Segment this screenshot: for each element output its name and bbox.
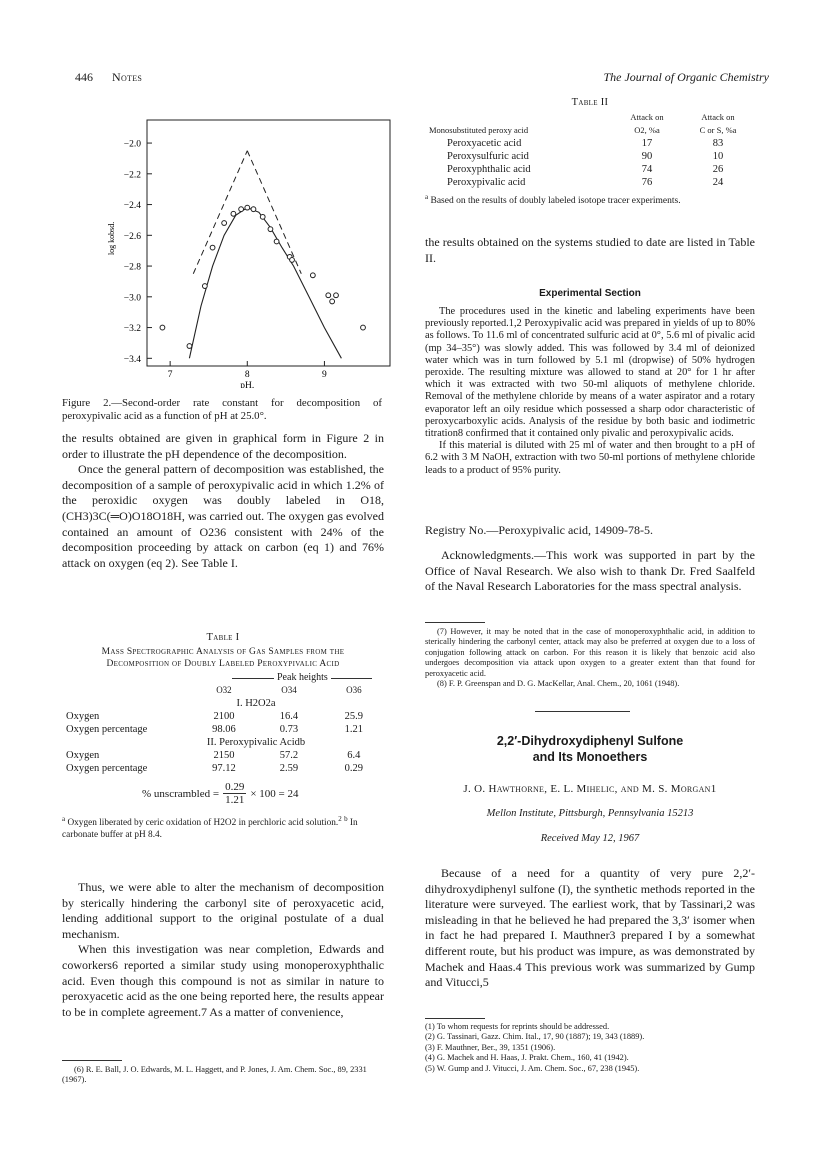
x-tick-label: 7 (167, 370, 173, 380)
y-tick-label: −2.0 (123, 139, 141, 150)
intro-paragraph: Because of a need for a quantity of very pure 2,2′-dihydroxydiphenyl sulfone (I), the synthetic methods reported in the literature were surveyed. The earliest work, that by Tassinari,2 was misleading in that he believed he had prepared the 3,3′ isomer when in fact he had prepared I. Mauthner3 prepared I by a somewhat different route, but his product was impure, as was demonstrated by Machek and Haas.4 This previous work was summarized by Gump and Vitucci,5 (425, 866, 755, 990)
data-point (245, 205, 250, 210)
y-tick-label: −3.0 (123, 293, 141, 304)
data-point (274, 239, 279, 244)
table-1-subtitle-2: Decomposition of Doubly Labeled Peroxypivalic Acid (106, 659, 340, 669)
data-point (239, 207, 244, 212)
table-row: Peroxypivalic acid 76 24 (447, 177, 724, 188)
page-number: 446 (75, 70, 93, 84)
data-point (268, 227, 273, 232)
left-para-4: When this investigation was near completion, Edwards and coworkers6 reported a similar study using monoperoxyphthalic acid. Even though this compound is not as similar in nature to peroxyacetic acid as the one being reported here, the results appear to be in complete agreement.7 As a matter of convenience, (62, 942, 384, 1019)
data-point (210, 245, 215, 250)
table-row: Peroxysulfuric acid 90 10 (447, 151, 724, 162)
col-o32: O32 (216, 685, 232, 695)
peak-heights-label: Peak heights (274, 672, 331, 684)
x-tick-label: 9 (322, 370, 327, 380)
unscrambled-formula: % unscrambled = $\frac{0.29}{1.21}$ × 100 = 24 (142, 781, 299, 806)
left-para-1: the results obtained are given in graphical form in Figure 2 in order to illustrate the pH dependence of the decomposition. (62, 431, 384, 461)
x-tick-label: 8 (244, 370, 250, 380)
left-column-bottom (62, 880, 384, 1020)
table-row: Oxygen percentage 98.06 0.73 1.21 (66, 724, 364, 735)
data-point (187, 344, 192, 349)
references-list (425, 1022, 755, 1074)
ph-rate-chart (100, 98, 400, 388)
data-point (260, 214, 265, 219)
experimental-section (425, 306, 755, 477)
y-axis-label: log kobsd. (107, 221, 116, 256)
footnote-8: (8) F. P. Greenspan and D. G. MacKellar, Anal. Chem., 20, 1061 (1948). (437, 679, 680, 689)
col-o34: O34 (281, 685, 297, 695)
table-1-section-1: I. H2O2a (236, 698, 276, 709)
section-name: Notes (112, 70, 143, 84)
table-2-title: Table II (571, 97, 609, 108)
table-2-footnote: $^a$ Based on the results of doubly labeled isotope tracer experiments. (425, 193, 681, 207)
table-row: Oxygen 2100 16.4 25.9 (66, 711, 364, 722)
right-para-1: the results obtained on the systems studied to date are listed in Table II. (425, 235, 755, 265)
footnotes-7-8 (425, 627, 755, 689)
dashed-asymptote (247, 151, 301, 274)
figure-2 (100, 98, 400, 388)
reference-item: (4) G. Machek and H. Haas, J. Prakt. Chem., 160, 41 (1942). (425, 1053, 629, 1063)
fitted-curve (189, 208, 341, 359)
footnote-6: (6) R. E. Ball, J. O. Edwards, M. L. Haggett, and P. Jones, J. Am. Chem. Soc., 89, 2331 (1967). (62, 1065, 367, 1085)
article-title: 2,2′-Dihydroxydiphenyl Sulfone and Its Monoethers (496, 734, 684, 764)
authors: J. O. Hawthorne, E. L. Mihelic, and M. S. Morgan1 (463, 783, 717, 795)
table-1 (62, 632, 384, 841)
plot-frame (147, 120, 390, 366)
table-1-subtitle-1: Mass Spectrographic Analysis of Gas Samples from the (101, 647, 345, 657)
y-tick-label: −3.4 (123, 354, 141, 365)
col-o36: O36 (346, 685, 362, 695)
table-row: Oxygen 2150 57.2 6.4 (66, 750, 361, 761)
data-point (231, 211, 236, 216)
table-row: Peroxyphthalic acid 74 26 (447, 164, 724, 175)
data-point (290, 258, 295, 263)
acknowledgments: Acknowledgments.—This work was supported in part by the Office of Naval Research. We also wish to thank Dr. Fred Saalfeld of the Naval Research Laboratories for the mass spectral analysis. (425, 548, 755, 594)
data-point (222, 221, 227, 226)
footnote-7: (7) However, it may be noted that in the case of monoperoxyphthalic acid, in addition to sterically hindering the carbonyl center, attack may also be preferred at oxygen due to a loss of conjugation following attack on carbon. For this reason it is likely that benzoic acid also undergoes decomposition via attack upon oxygen to a greater extent than that found for peroxyacetic acid. (425, 627, 755, 678)
left-para-3: Thus, we were able to alter the mechanism of decomposition by sterically hindering the carbonyl site of peroxyacetic acid, lending additional support to the original postulate of a dual mechanism. (62, 880, 384, 941)
table-2: Table II Attack on Attack on Monosubstituted peroxy acid O2, %a C or S, %a Peroxyacetic acid 17 83 Peroxysulfuric acid 90 10 Peroxyphthalic acid 74 26 Peroxypivalic acid 76 24 $^a$ Based on the results of doubly labeled isotope tracer experiments. (425, 97, 755, 207)
figure-caption: Figure 2.—Second-order rate constant for decomposition of peroxypivalic acid as a function of pH at 25.0°. (62, 397, 382, 422)
table-1-title: Table I (206, 632, 240, 643)
data-point (310, 273, 315, 278)
data-point (361, 325, 366, 330)
reference-item: (1) To whom requests for reprints should be addressed. (425, 1022, 610, 1031)
experimental-para-2: If this material is diluted with 25 ml of water and then brought to a pH of 6.2 with 3 M NaOH, extraction with two 50-ml portions of methylene chloride leads to a product of 95% purity. (425, 440, 755, 476)
table-1-section-2: II. Peroxypivalic Acidb (206, 737, 306, 748)
left-column-top (62, 431, 384, 571)
reference-item: (5) W. Gump and J. Vitucci, J. Am. Chem. Soc., 67, 238 (1945). (425, 1063, 640, 1073)
affiliation: Mellon Institute, Pittsburgh, Pennsylvania 15213 (486, 808, 694, 819)
y-tick-label: −2.8 (123, 262, 141, 273)
table-2-col-name: Monosubstituted peroxy acid (429, 125, 529, 135)
table-2-col-o2: O2, %a (634, 125, 660, 135)
dashed-asymptote (193, 151, 247, 274)
data-point (160, 325, 165, 330)
table-1-footnotes: $^a$ Oxygen liberated by ceric oxidation of H2O2 in perchloric acid solution.$^2$ $^b$ In carbonate buffer at pH 8.4. (62, 815, 358, 840)
registry-number: Registry No.—Peroxypivalic acid, 14909-78-5. (425, 523, 653, 537)
data-point (334, 293, 339, 298)
left-para-2: Once the general pattern of decomposition was established, the decomposition of a sample of peroxypivalic acid in which 1.2% of the peroxidic oxygen was doubly labeled in O18, (CH3)3C(═O)O18O18H, was carried out. The oxygen gas evolved contained an amount of O236 consistent with 24% of the decomposition proceeding by attack on carbon (eq 1) and 76% attack on oxygen (eq 2). See Table I. (62, 462, 384, 570)
experimental-heading: Experimental Section (539, 288, 641, 299)
y-tick-label: −2.2 (123, 170, 141, 181)
y-tick-label: −2.4 (123, 201, 141, 212)
table-row: Oxygen percentage 97.12 2.59 0.29 (66, 763, 364, 774)
y-tick-label: −2.6 (123, 231, 141, 242)
data-point (326, 293, 331, 298)
reference-item: (3) F. Mauthner, Ber., 39, 1351 (1906). (425, 1042, 556, 1052)
data-point (330, 299, 335, 304)
x-axis-label: pH. (240, 381, 255, 388)
experimental-para-1: The procedures used in the kinetic and labeling experiments have been previously reported.1,2 Peroxypivalic acid was prepared in yields of up to 80% as follows. To 11.6 ml of concentrated sulfuric acid at 0°, 5.6 ml of pivalic acid (mp 34–35°) was slowly added. This was followed by 3.4 ml of deionized water which was in turn followed by 5.1 ml (dropwise) of 50% hydrogen peroxide. The resulting mixture was allowed to stand at 20° for 1 hr after which it was extracted with two 50-ml aliquots of methylene chloride. Removal of the methylene chloride by means of a water aspirator and a rotary evaporator left an oily residue which possessed a sharp odor characteristic of peroxycarboxylic acids. Analysis of the residue by both basic and iodimetric titration8 confirmed that it contained only pivalic and peroxypivalic acids. (425, 306, 755, 440)
reference-item: (2) G. Tassinari, Gazz. Chim. Ital., 17, 90 (1887); 19, 343 (1889). (425, 1032, 645, 1042)
received-date: Received May 12, 1967 (540, 833, 640, 844)
data-point (202, 284, 207, 289)
journal-name: The Journal of Organic Chemistry (603, 70, 769, 84)
data-point (251, 207, 256, 212)
table-2-col-c: C or S, %a (699, 125, 737, 135)
section-divider (535, 711, 630, 712)
table-row: Peroxyacetic acid 17 83 (447, 138, 724, 149)
y-tick-label: −3.2 (123, 324, 141, 335)
